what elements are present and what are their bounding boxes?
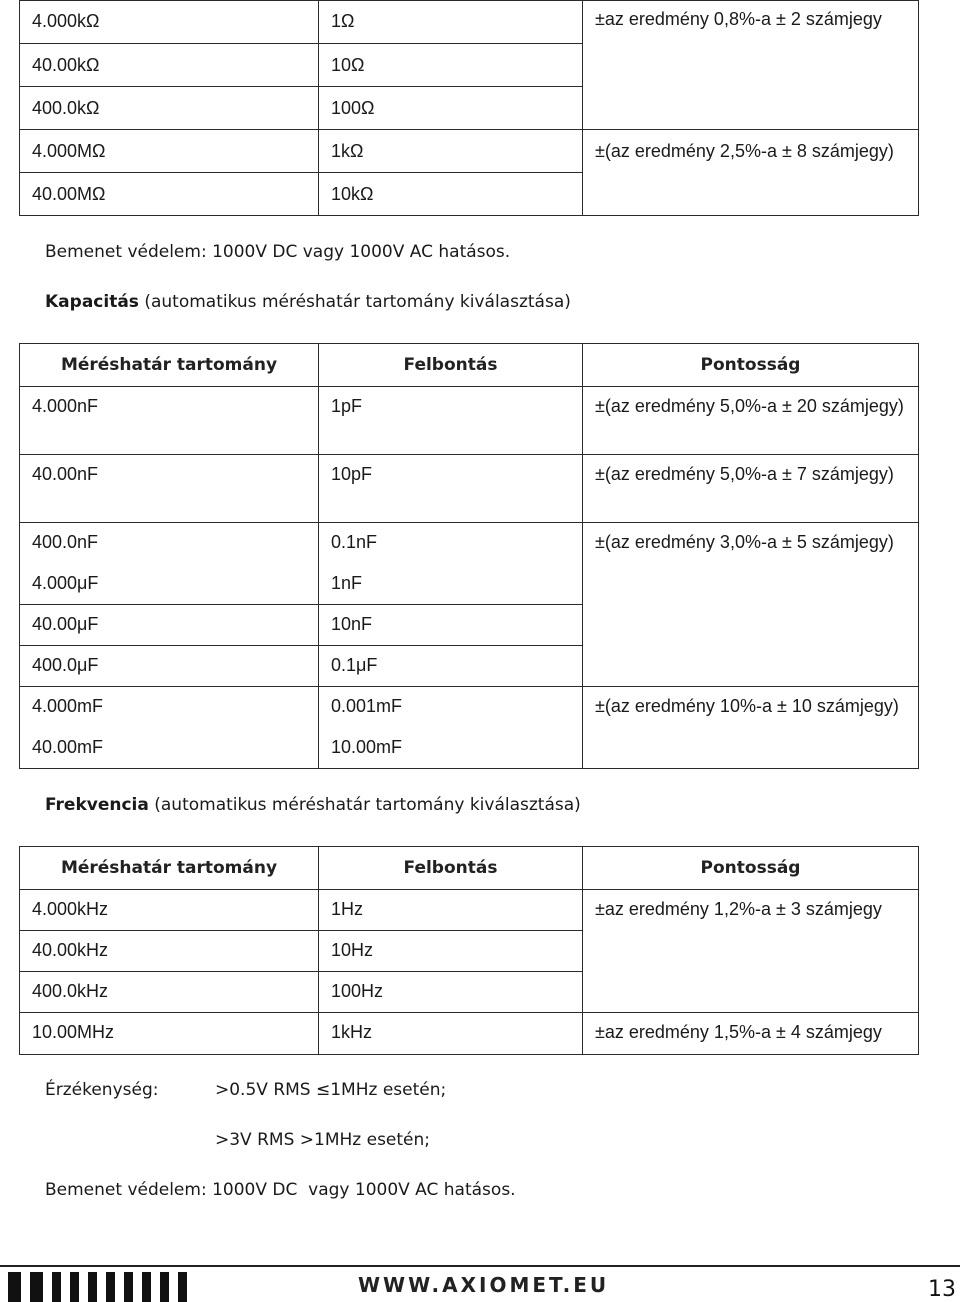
resolution-cell: 1kΩ — [319, 130, 583, 173]
range-cell: 10.00MHz — [20, 1013, 319, 1055]
accuracy-cell: ±az eredmény 1,2%-a ± 3 számjegy — [583, 890, 919, 1013]
column-header-resolution: Felbontás — [319, 344, 583, 387]
range-cell: 40.00kHz — [20, 931, 319, 972]
resolution-cell — [319, 523, 583, 605]
resolution-cell: 10kΩ — [319, 173, 583, 216]
table-row — [20, 1013, 919, 1055]
website-link[interactable]: WWW.AXIOMET.EU — [358, 1273, 610, 1297]
range-cell — [20, 687, 319, 769]
accuracy-cell: ±az eredmény 0,8%-a ± 2 számjegy — [583, 1, 919, 130]
range-value: 4.000mF — [32, 696, 104, 716]
resolution-value: 10.00mF — [331, 737, 403, 757]
column-header-range: Méréshatár tartomány — [20, 344, 319, 387]
range-cell: 4.000nF — [20, 387, 319, 455]
resolution-cell: 1Hz — [319, 890, 583, 931]
table-row — [20, 387, 919, 455]
frequency-heading — [45, 795, 581, 815]
resolution-cell: 0.1μF — [319, 646, 583, 687]
footer-divider — [0, 1265, 960, 1267]
capacitance-heading — [45, 292, 571, 312]
range-cell — [20, 523, 319, 605]
resolution-cell — [319, 687, 583, 769]
accuracy-cell: ±(az eredmény 3,0%-a ± 5 számjegy) — [583, 523, 919, 687]
column-header-resolution: Felbontás — [319, 847, 583, 890]
frequency-heading-subtitle: (automatikus méréshatár tartomány kiválasztása) — [148, 795, 581, 815]
capacitance-table — [19, 343, 919, 769]
page-number: 13 — [928, 1277, 956, 1302]
resolution-value: 1nF — [331, 573, 363, 593]
range-cell: 400.0kHz — [20, 972, 319, 1013]
range-value: 4.000μF — [32, 573, 99, 593]
sensitivity-line-1: >0.5V RMS ≤1MHz esetén; — [215, 1080, 447, 1100]
sensitivity-label: Érzékenység: — [45, 1080, 159, 1100]
range-cell: 40.00nF — [20, 455, 319, 523]
frequency-table — [19, 846, 919, 1055]
table-row — [20, 1, 919, 44]
table-row — [20, 687, 919, 769]
accuracy-cell: ±(az eredmény 2,5%-a ± 8 számjegy) — [583, 130, 919, 216]
table-header-row — [20, 344, 919, 387]
table-row — [20, 890, 919, 931]
range-value: 40.00mF — [32, 737, 104, 757]
resistance-input-protection-note: Bemenet védelem: 1000V DC vagy 1000V AC hatásos. — [45, 242, 511, 262]
capacitance-heading-subtitle: (automatikus méréshatár tartomány kiválasztása) — [138, 292, 571, 312]
range-cell: 40.00μF — [20, 605, 319, 646]
table-row — [20, 130, 919, 173]
column-header-accuracy: Pontosság — [583, 344, 919, 387]
accuracy-cell: ±(az eredmény 5,0%-a ± 20 számjegy) — [583, 387, 919, 455]
resolution-cell: 100Hz — [319, 972, 583, 1013]
range-value: 400.0nF — [32, 532, 99, 552]
resolution-cell: 100Ω — [319, 87, 583, 130]
resolution-cell: 1kHz — [319, 1013, 583, 1055]
resolution-cell: 10nF — [319, 605, 583, 646]
resolution-cell: 10pF — [319, 455, 583, 523]
barcode-logo — [8, 1272, 187, 1302]
resistance-table — [19, 0, 919, 216]
accuracy-cell: ±(az eredmény 10%-a ± 10 számjegy) — [583, 687, 919, 769]
accuracy-cell: ±az eredmény 1,5%-a ± 4 számjegy — [583, 1013, 919, 1055]
resolution-cell: 1Ω — [319, 1, 583, 44]
frequency-heading-title: Frekvencia — [45, 795, 149, 815]
range-cell: 400.0kΩ — [20, 87, 319, 130]
resolution-value: 0.001mF — [331, 696, 403, 716]
range-cell: 4.000MΩ — [20, 130, 319, 173]
table-row — [20, 455, 919, 523]
column-header-accuracy: Pontosság — [583, 847, 919, 890]
resolution-value: 0.1nF — [331, 532, 378, 552]
resolution-cell: 1pF — [319, 387, 583, 455]
range-cell: 400.0μF — [20, 646, 319, 687]
column-header-range: Méréshatár tartomány — [20, 847, 319, 890]
range-cell: 40.00kΩ — [20, 44, 319, 87]
accuracy-cell: ±(az eredmény 5,0%-a ± 7 számjegy) — [583, 455, 919, 523]
table-header-row — [20, 847, 919, 890]
range-cell: 4.000kΩ — [20, 1, 319, 44]
range-cell: 4.000kHz — [20, 890, 319, 931]
range-cell: 40.00MΩ — [20, 173, 319, 216]
resolution-cell: 10Ω — [319, 44, 583, 87]
capacitance-heading-title: Kapacitás — [45, 292, 139, 312]
sensitivity-line-2: >3V RMS >1MHz esetén; — [215, 1130, 431, 1150]
frequency-input-protection-note: Bemenet védelem: 1000V DC vagy 1000V AC hatásos. — [45, 1180, 516, 1200]
resolution-cell: 10Hz — [319, 931, 583, 972]
